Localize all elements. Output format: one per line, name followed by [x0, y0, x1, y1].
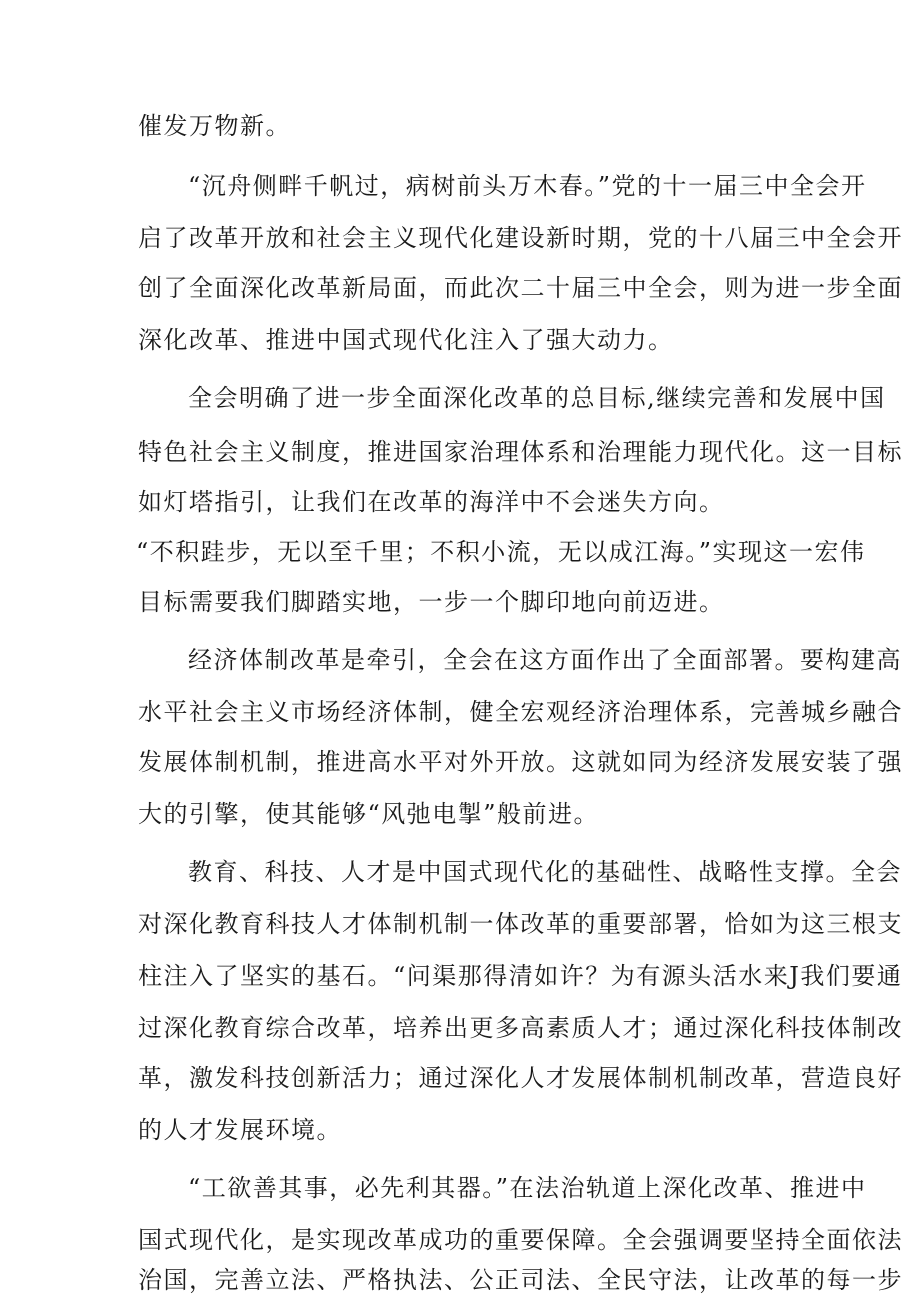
text-line: 对深化教育科技人才体制机制一体改革的重要部署，恰如为这三根支	[138, 910, 903, 938]
text-line: 教育、科技、人才是中国式现代化的基础性、战略性支撑。全会	[188, 858, 902, 886]
text-line: “不积跬步，无以至千里；不积小流，无以成江海。”实现这一宏伟	[136, 538, 866, 566]
text-line: “沉舟侧畔千帆过，病树前头万木春。”党的十一届三中全会开	[188, 172, 867, 200]
text-line: 如灯塔指引，让我们在改革的海洋中不会迷失方向。	[138, 488, 725, 516]
text-line: 过深化教育综合改革，培养出更多高素质人才；通过深化科技体制改	[138, 1014, 903, 1042]
text-line: 催发万物新。	[138, 112, 291, 140]
text-line: 革，激发科技创新活力；通过深化人才发展体制机制改革，营造良好	[138, 1064, 903, 1092]
text-line: 柱注入了坚实的基石。“问渠那得清如许？为有源头活水来J我们要通	[138, 962, 903, 990]
text-line: 全会明确了进一步全面深化改革的总目标,继续完善和发展中国	[188, 384, 886, 412]
text-line: 启了改革开放和社会主义现代化建设新时期，党的十八届三中全会开	[138, 224, 903, 252]
text-line: 国式现代化，是实现改革成功的重要保障。全会强调要坚持全面依法	[138, 1226, 903, 1254]
text-line: 创了全面深化改革新局面，而此次二十届三中全会，则为进一步全面	[138, 274, 903, 302]
text-line: 目标需要我们脚踏实地，一步一个脚印地向前迈进。	[138, 588, 725, 616]
text-line: 经济体制改革是牵引，全会在这方面作出了全面部署。要构建高	[188, 646, 902, 674]
text-line: 治国，完善立法、严格执法、公正司法、全民守法，让改革的每一步	[138, 1266, 903, 1294]
text-line: “工欲善其事，必先利其器。”在法治轨道上深化改革、推进中	[188, 1174, 867, 1202]
text-line: 水平社会主义市场经济体制，健全宏观经济治理体系，完善城乡融合	[138, 698, 903, 726]
text-line: 发展体制机制，推进高水平对外开放。这就如同为经济发展安装了强	[138, 748, 903, 776]
text-line: 深化改革、推进中国式现代化注入了强大动力。	[138, 326, 674, 354]
text-line: 的人才发展环境。	[138, 1116, 342, 1144]
text-line: 大的引擎，使其能够“风弛电掣”般前进。	[138, 800, 600, 828]
text-line: 特色社会主义制度，推进国家治理体系和治理能力现代化。这一目标	[138, 438, 903, 466]
